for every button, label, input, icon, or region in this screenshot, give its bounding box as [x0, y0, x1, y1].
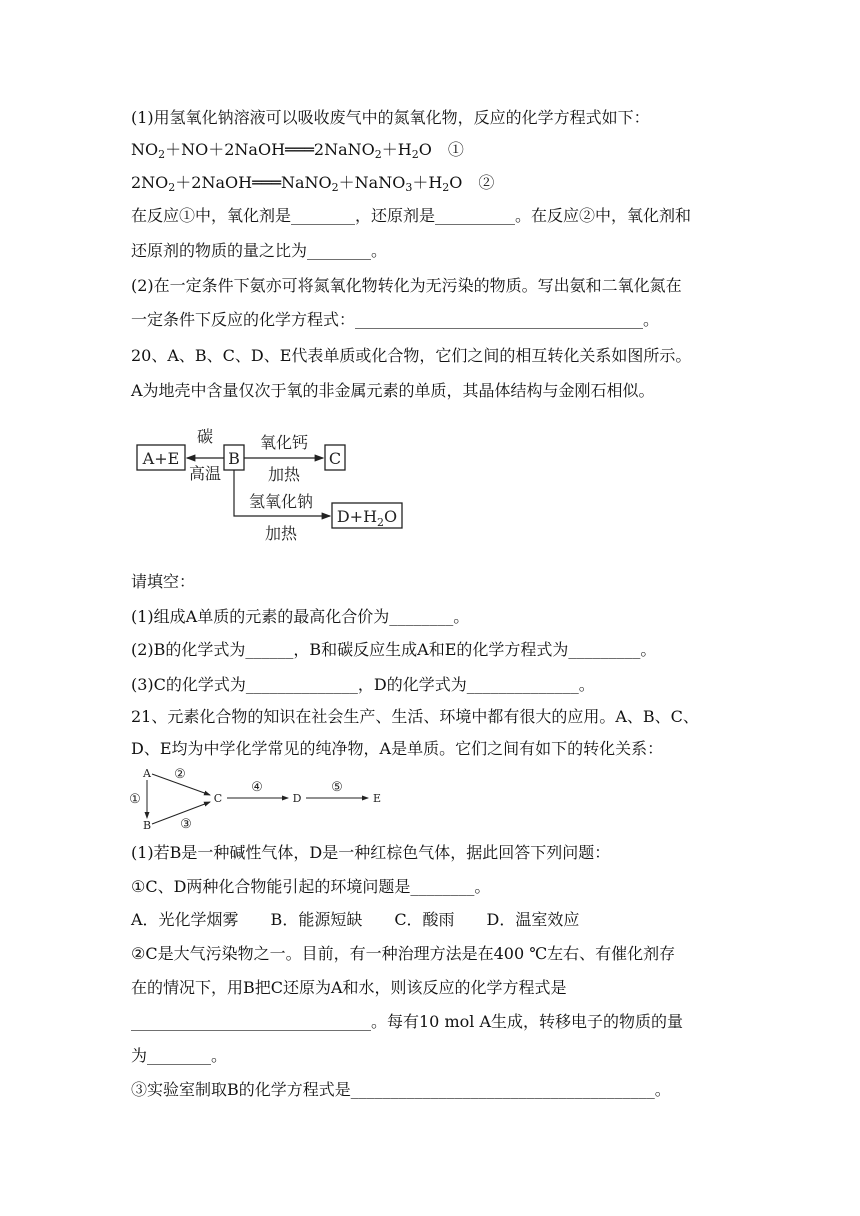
svg-text:A+E: A+E: [142, 449, 180, 468]
q19-part2-line-2: 一定条件下反应的化学方程式：____________________________________。: [131, 310, 660, 329]
svg-text:C: C: [328, 449, 342, 468]
q21-conversion-diagram: [126, 762, 396, 834]
q20-stem-line-2: A为地壳中含量仅次于氧的非金属元素的单质，其晶体结构与金刚石相似。: [131, 381, 655, 400]
q19-question-line-2: 还原剂的物质的量之比为________。: [131, 241, 388, 260]
q20-part-2: (2)B的化学式为______，B和碳反应生成A和E的化学方程式为_________。: [131, 640, 657, 659]
svg-text:B: B: [228, 449, 240, 468]
q21-sub-3: ③实验室制取B的化学方程式是______________________________________。: [131, 1080, 671, 1099]
svg-text:加热: 加热: [264, 524, 298, 543]
q20-reaction-diagram: [128, 424, 418, 554]
svg-text:B: B: [142, 819, 152, 832]
svg-text:E: E: [372, 792, 382, 805]
svg-text:A: A: [143, 767, 151, 780]
q19-part2-line-1: (2)在一定条件下氨亦可将氮氧化物转化为无污染的物质。写出氨和二氧化氮在: [131, 276, 682, 295]
svg-text:④: ④: [251, 780, 263, 795]
q20-part-1: (1)组成A单质的元素的最高化合价为________。: [131, 607, 470, 626]
q21-stem-line-1: 21、元素化合物的知识在社会生产、生活、环境中都有很大的应用。A、B、C、: [131, 707, 699, 726]
svg-text:氢氧化钠: 氢氧化钠: [248, 492, 314, 511]
q19-equation-1: $NO_2+NO+2NaOH═══2NaNO_2+H_2O$ ①: [131, 140, 464, 161]
q19-question-line-1: 在反应①中，氧化剂是________，还原剂是__________。在反应②中，氧化剂和: [131, 206, 692, 225]
q21-stem-line-2: D、E均为中学化学常见的纯净物，A是单质。它们之间有如下的转化关系：: [131, 739, 664, 758]
svg-text:碳: 碳: [196, 427, 214, 446]
svg-text:C: C: [213, 792, 223, 805]
q19-equation-2: $2NO_2+2NaOH═══NaNO_2+NaNO_3+H_2O$ ②: [131, 173, 495, 194]
q21-part-1: (1)若B是一种碱性气体，D是一种红棕色气体，据此回答下列问题：: [131, 843, 611, 862]
svg-text:③: ③: [180, 817, 192, 832]
q20-part-3: (3)C的化学式为______________，D的化学式为______________。: [131, 675, 595, 694]
svg-text:高温: 高温: [188, 464, 222, 483]
q19-part1-intro: (1)用氢氧化钠溶液可以吸收废气中的氮氧化物，反应的化学方程式如下：: [131, 108, 650, 127]
svg-text:加热: 加热: [267, 465, 301, 484]
q20-stem-line-1: 20、A、B、C、D、E代表单质或化合物，它们之间的相互转化关系如图所示。: [131, 346, 692, 365]
q21-sub-2-line-2: 在的情况下，用B把C还原为A和水，则该反应的化学方程式是: [131, 978, 567, 997]
q21-sub-2-line-1: ②C是大气污染物之一。目前，有一种治理方法是在400 ℃左右、有催化剂存: [131, 944, 676, 963]
svg-text:D+H2O: $D+H_2O$: [336, 507, 398, 529]
svg-text:②: ②: [174, 767, 186, 782]
svg-text:①: ①: [129, 792, 141, 807]
svg-text:⑤: ⑤: [331, 780, 343, 795]
q21-options: A．光化学烟雾 B．能源短缺 C．酸雨 D．温室效应: [131, 910, 580, 929]
q20-fill-prompt: 请填空：: [131, 572, 196, 591]
svg-text:D: D: [292, 792, 302, 805]
q21-sub-1: ①C、D两种化合物能引起的环境问题是________。: [131, 877, 491, 896]
svg-text:氧化钙: 氧化钙: [259, 433, 309, 452]
q21-sub-2-line-4: 为________。: [131, 1046, 228, 1065]
q21-sub-2-line-3: ______________________________。每有10 mol A生成，转移电子的物质的量: [131, 1012, 684, 1031]
